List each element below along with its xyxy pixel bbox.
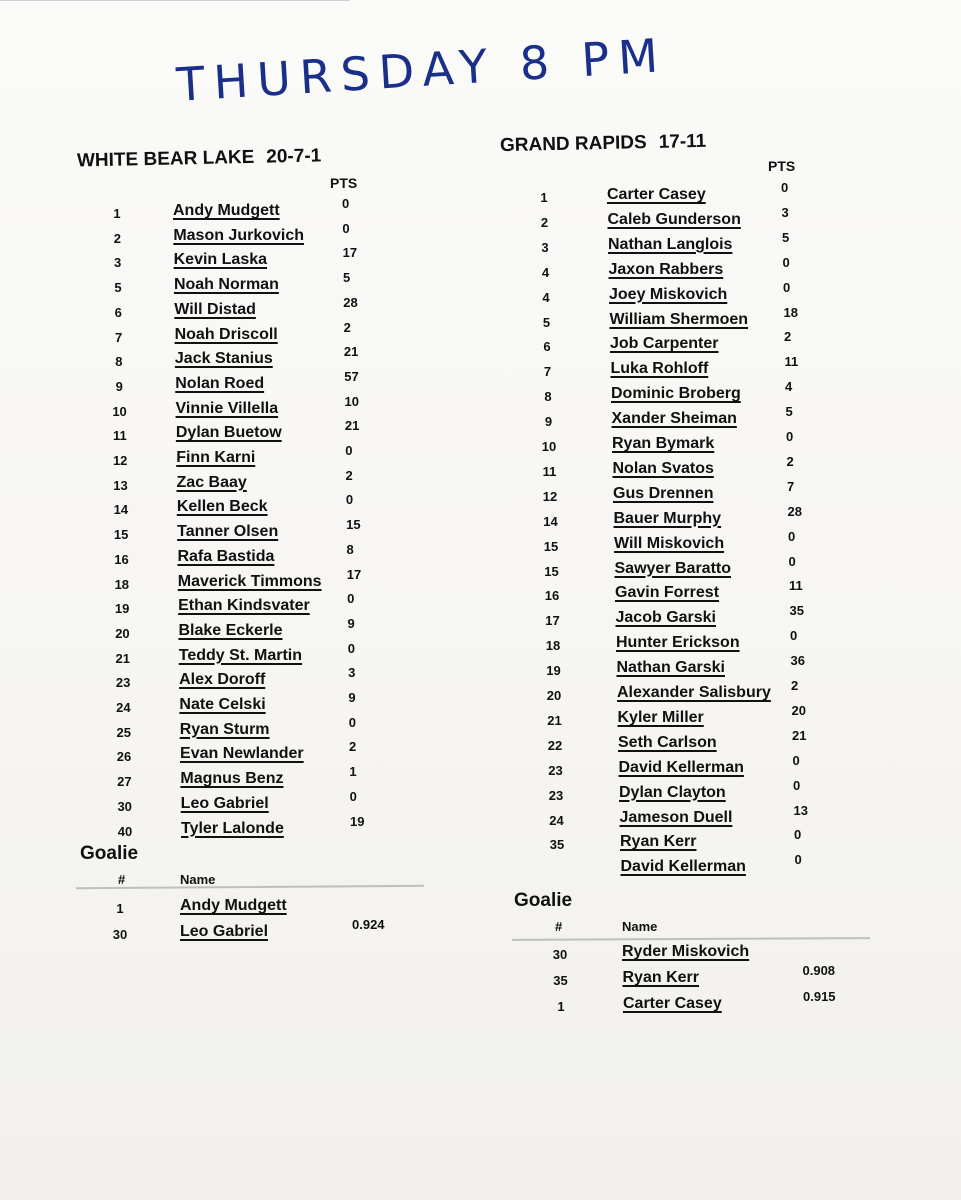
player-name: Gavin Forrest xyxy=(615,584,720,602)
player-points: 7 xyxy=(787,478,795,494)
jersey-number: 16 xyxy=(544,588,560,604)
jersey-number: 7 xyxy=(114,329,123,345)
player-points: 0 xyxy=(349,788,357,804)
player-name: Tanner Olsen xyxy=(177,523,279,541)
player-name: Luka Rohloff xyxy=(610,360,709,378)
player-name: Blake Eckerle xyxy=(178,621,283,639)
player-points: 0 xyxy=(347,591,355,607)
player-points: 2 xyxy=(784,329,792,345)
player-points: 17 xyxy=(342,245,358,261)
player-points: 0 xyxy=(792,752,800,768)
player-points: 2 xyxy=(786,453,794,469)
jersey-number: 5 xyxy=(542,314,551,330)
player-name: Sawyer Baratto xyxy=(614,559,731,577)
player-points: 19 xyxy=(350,813,365,829)
jersey-number: 4 xyxy=(541,264,550,280)
player-name: Vinnie Villella xyxy=(175,399,279,417)
jersey-number: 1 xyxy=(540,190,548,205)
jersey-number: 30 xyxy=(552,947,568,962)
jersey-number: 17 xyxy=(545,613,560,629)
handwritten-heading: THURSDAY 8 PM xyxy=(175,28,669,112)
jersey-number: 35 xyxy=(549,837,565,853)
jersey-number: 2 xyxy=(113,230,121,246)
jersey-number: 21 xyxy=(115,650,130,666)
player-name: David Kellerman xyxy=(618,758,744,776)
jersey-number: 26 xyxy=(116,749,132,765)
goalie-save-pct: 0.924 xyxy=(352,917,385,932)
player-points: 13 xyxy=(793,802,808,818)
player-name: Hunter Erickson xyxy=(616,634,740,652)
player-name: Magnus Benz xyxy=(180,770,284,788)
player-name: Ryan Kerr xyxy=(620,833,697,851)
player-points: 21 xyxy=(343,344,359,360)
team-title-grand-rapids xyxy=(500,131,707,157)
jersey-number: 11 xyxy=(542,463,557,479)
player-points: 0 xyxy=(786,429,794,444)
goalie-name-header: Name xyxy=(180,872,216,887)
jersey-number: 12 xyxy=(112,453,128,468)
goalie-number-header: # xyxy=(118,872,126,887)
player-points: 35 xyxy=(789,603,804,619)
jersey-number: 23 xyxy=(115,675,131,691)
jersey-number: 16 xyxy=(114,551,129,567)
player-name: Noah Norman xyxy=(173,276,279,294)
team-name: WHITE BEAR LAKE xyxy=(76,146,255,172)
player-points: 0 xyxy=(794,827,802,843)
player-points: 0 xyxy=(790,628,798,644)
jersey-number: 19 xyxy=(114,601,130,617)
player-name: Rafa Bastida xyxy=(177,547,275,565)
player-points: 18 xyxy=(783,304,798,320)
player-points: 3 xyxy=(781,204,789,220)
jersey-number: 8 xyxy=(544,389,552,405)
player-points: 21 xyxy=(792,727,807,743)
player-name: Will Miskovich xyxy=(614,534,725,552)
player-name: Finn Karni xyxy=(176,449,256,466)
player-points: 9 xyxy=(347,615,355,631)
player-name: Nathan Garski xyxy=(616,659,725,677)
player-points: 0 xyxy=(342,196,350,211)
jersey-number: 14 xyxy=(543,513,558,529)
player-points: 15 xyxy=(346,517,361,533)
jersey-number: 15 xyxy=(543,538,559,554)
jersey-number: 23 xyxy=(548,762,563,778)
player-points: 0 xyxy=(788,553,796,569)
jersey-number: 21 xyxy=(547,712,562,728)
player-name: Dylan Clayton xyxy=(619,783,726,801)
player-points: 11 xyxy=(789,578,803,594)
player-name: Ryan Bymark xyxy=(612,435,715,452)
jersey-number: 24 xyxy=(116,700,131,715)
jersey-number: 22 xyxy=(547,737,563,753)
jersey-number: 27 xyxy=(117,774,132,790)
player-points: 11 xyxy=(784,354,799,370)
player-points: 0 xyxy=(782,254,790,270)
player-name: Jack Stanius xyxy=(174,350,273,368)
player-points: 0 xyxy=(347,640,355,656)
jersey-number: 4 xyxy=(542,289,550,305)
goalie-title-white-bear-lake: Goalie xyxy=(80,843,139,864)
player-points: 9 xyxy=(348,690,356,705)
jersey-number: 15 xyxy=(113,527,129,543)
player-name: Leo Gabriel xyxy=(180,923,269,940)
player-points: 0 xyxy=(793,777,801,793)
player-points: 36 xyxy=(790,653,805,669)
player-points: 57 xyxy=(344,368,359,384)
jersey-number: 2 xyxy=(540,214,549,230)
player-points: 20 xyxy=(791,702,806,718)
jersey-number: 10 xyxy=(112,403,127,419)
player-points: 5 xyxy=(782,229,790,245)
player-points: 2 xyxy=(345,467,353,483)
jersey-number: 15 xyxy=(544,563,559,579)
player-points: 0 xyxy=(342,220,350,236)
team-record: 20-7-1 xyxy=(266,145,322,168)
player-name: Carter Casey xyxy=(607,186,706,203)
player-name: Alexander Salisbury xyxy=(617,684,771,701)
player-points: 0 xyxy=(783,279,791,295)
player-name: Nolan Roed xyxy=(175,374,265,392)
player-name: Carter Casey xyxy=(623,995,722,1012)
goalie-save-pct: 0.915 xyxy=(803,989,836,1004)
player-points: 4 xyxy=(785,379,793,395)
player-points: 1 xyxy=(349,764,357,780)
jersey-number: 3 xyxy=(541,239,549,255)
player-name: Alex Doroff xyxy=(179,671,266,689)
player-name: Teddy St. Martin xyxy=(178,646,303,664)
player-name: Evan Newlander xyxy=(180,745,304,763)
player-points: 10 xyxy=(344,393,360,409)
player-points: 0 xyxy=(345,443,353,458)
player-name: Gus Drennen xyxy=(613,484,714,502)
player-name: Ryan Sturm xyxy=(179,720,270,738)
player-name: Job Carpenter xyxy=(610,335,719,353)
player-name: Andy Mudgett xyxy=(180,897,287,914)
jersey-number: 7 xyxy=(543,364,552,380)
goalie-title-grand-rapids: Goalie xyxy=(514,890,573,911)
paper-edge-line xyxy=(0,0,350,4)
goalie-divider-white-bear-lake xyxy=(76,885,424,889)
player-name: Leo Gabriel xyxy=(180,794,269,812)
goalie-name-header: Name xyxy=(622,919,658,934)
player-name: Jacob Garski xyxy=(615,609,716,627)
goalie-save-pct: 0.908 xyxy=(802,963,836,978)
player-points: 21 xyxy=(344,418,360,434)
jersey-number: 24 xyxy=(549,812,564,828)
jersey-number: 6 xyxy=(543,339,551,355)
player-name: David Kellerman xyxy=(620,858,746,876)
player-points: 0 xyxy=(781,180,789,195)
player-name: Dominic Broberg xyxy=(611,385,741,403)
player-points: 28 xyxy=(343,294,358,310)
jersey-number: 8 xyxy=(115,354,123,370)
player-points: 0 xyxy=(345,492,354,508)
player-name: Nathan Langlois xyxy=(608,235,733,253)
player-name: Seth Carlson xyxy=(618,733,717,751)
jersey-number: 1 xyxy=(116,901,124,916)
jersey-number: 14 xyxy=(113,502,129,518)
player-points: 2 xyxy=(343,319,351,335)
jersey-number: 3 xyxy=(114,255,122,271)
player-name: Noah Driscoll xyxy=(174,325,278,343)
player-name: Andy Mudgett xyxy=(173,202,280,219)
player-name: Nolan Svatos xyxy=(612,459,714,477)
player-name: Zac Baay xyxy=(176,473,247,491)
team-title-white-bear-lake xyxy=(77,145,322,172)
jersey-number: 6 xyxy=(114,304,122,320)
jersey-number: 18 xyxy=(114,576,130,592)
player-name: Kevin Laska xyxy=(173,251,268,269)
jersey-number: 30 xyxy=(117,798,132,814)
jersey-number: 25 xyxy=(116,724,131,740)
jersey-number: 40 xyxy=(117,823,133,839)
jersey-number: 10 xyxy=(541,439,557,454)
jersey-number: 20 xyxy=(546,688,562,703)
jersey-number: 30 xyxy=(112,927,128,942)
player-name: Xander Sheiman xyxy=(611,410,737,428)
jersey-number: 20 xyxy=(115,625,130,641)
player-points: 0 xyxy=(348,714,356,730)
player-name: Caleb Gunderson xyxy=(607,210,741,228)
player-points: 8 xyxy=(346,541,354,557)
player-name: Dylan Buetow xyxy=(175,424,282,442)
jersey-number: 12 xyxy=(542,488,558,504)
jersey-number: 13 xyxy=(113,477,128,493)
player-name: Jaxon Rabbers xyxy=(608,260,724,278)
player-name: Ryan Kerr xyxy=(622,969,699,986)
jersey-number: 5 xyxy=(114,280,122,296)
player-points: 0 xyxy=(794,852,802,868)
player-points: 28 xyxy=(787,503,802,519)
player-points: 0 xyxy=(788,528,796,544)
player-points: 5 xyxy=(342,270,351,286)
team-record: 17-11 xyxy=(658,130,707,153)
player-name: Jameson Duell xyxy=(619,808,733,826)
goalie-divider-grand-rapids xyxy=(512,937,870,941)
player-name: Nate Celski xyxy=(179,696,266,713)
team-name: GRAND RAPIDS xyxy=(499,132,647,157)
jersey-number: 9 xyxy=(115,378,123,394)
jersey-number: 1 xyxy=(113,206,121,221)
jersey-number: 1 xyxy=(557,999,565,1014)
player-name: Ethan Kindsvater xyxy=(178,597,310,615)
jersey-number: 23 xyxy=(548,787,564,803)
jersey-number: 11 xyxy=(113,428,127,444)
player-points: 2 xyxy=(791,678,799,693)
jersey-number: 18 xyxy=(545,638,561,654)
player-name: Tyler Lalonde xyxy=(181,819,284,837)
jersey-number: 35 xyxy=(553,973,568,988)
player-points: 5 xyxy=(785,404,793,420)
player-name: Will Distad xyxy=(174,300,256,318)
player-points: 17 xyxy=(346,566,362,582)
player-name: Kellen Beck xyxy=(176,498,268,516)
jersey-number: 9 xyxy=(544,414,553,430)
goalie-number-header: # xyxy=(555,919,563,934)
pts-header-grand-rapids: PTS xyxy=(768,158,796,174)
player-name: Joey Miskovich xyxy=(609,285,728,303)
player-name: William Shermoen xyxy=(609,310,749,328)
player-name: Ryder Miskovich xyxy=(622,943,750,960)
player-name: Bauer Murphy xyxy=(613,509,722,527)
pts-header-white-bear-lake: PTS xyxy=(330,175,358,191)
jersey-number: 19 xyxy=(546,663,561,679)
player-points: 3 xyxy=(348,665,356,681)
player-name: Maverick Timmons xyxy=(177,572,322,590)
player-name: Kyler Miller xyxy=(617,708,704,726)
player-name: Mason Jurkovich xyxy=(173,226,305,244)
player-points: 2 xyxy=(349,739,357,755)
